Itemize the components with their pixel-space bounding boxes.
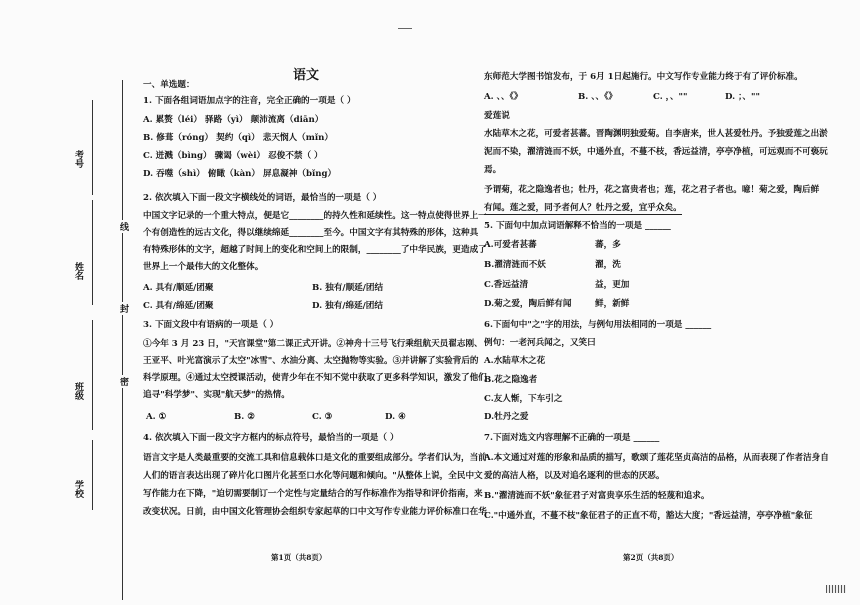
q3-text-3: 科学原理。④通过太空授课活动，使青少年在不知不觉中获取了更多科学知识，激发了他们 (143, 373, 487, 383)
q3-option-c: C. ③ (312, 412, 333, 422)
q3-stem: 3. 下面文段中有语病的一项是（ ） (143, 320, 279, 330)
page1-footer: 第1页（共8页） (271, 553, 327, 562)
q5-option-c-gloss: 益，更加 (595, 280, 630, 290)
q5-option-a: A.可爱者甚蕃 (484, 240, 537, 250)
q2-stem: 2. 依次填入下面一段文字横线处的词语，最恰当的一项是（ ） (143, 193, 382, 203)
q6-option-d: D.牡丹之爱 (484, 412, 529, 422)
q7-option-c: C."中通外直，不蔓不枝"象征君子的正直不苟，豁达大度；"香远益清，亭亭净植"象征 (484, 511, 813, 521)
q2-text-4: 世界上一个最伟大的文化整体。 (143, 262, 264, 272)
q6-stem: 6.下面句中"之"字的用法，与例句用法相同的一项是 ______ (484, 320, 712, 330)
scanner-mark-icon (826, 585, 846, 593)
page-title: 语文 (293, 68, 320, 83)
school-line (92, 440, 93, 510)
q2-option-d: D. 独有/绵延/团结 (312, 301, 383, 311)
q3-text-4: 追寻"科学梦"、实现"航天梦"的热情。 (143, 390, 290, 400)
q6-example: 例句：一老河兵闻之，又笑曰 (484, 338, 596, 348)
page2-footer: 第2页（共8页） (623, 553, 679, 562)
school-label: 学校 (73, 480, 83, 498)
essay-line-3: 焉。 (484, 165, 502, 175)
q1-option-c: C. 迸溅（bìng） 骤谒（wèi） 忍俊不禁（ ） (143, 151, 323, 161)
q6-option-b: B.花之隐逸者 (484, 375, 538, 385)
q2-text-3: 有特殊形体的文字，超越了时间上的变化和空间上的限制，________了中华民族，更造成了 (143, 245, 487, 255)
q6-option-a: A.水陆草木之花 (484, 356, 546, 366)
q3-text-1: ①今年 3 月 23 日，"天宫课堂"第二课正式开讲。②神舟十三号飞行乘组航天员翟志刚、 (143, 339, 483, 349)
seal-char-feng: 封 (118, 304, 128, 313)
exam-no-line (92, 100, 93, 195)
q3-option-d: D. ④ (385, 412, 406, 422)
name-line (92, 200, 93, 305)
q5-option-d-gloss: 鲜，新鲜 (595, 299, 630, 309)
q2-text-1: 中国文字记录的一个重大特点，便是它________的持久性和延续性。这一特点使得世界上一 (143, 211, 487, 221)
q4-option-b: B. 、、《》 (578, 92, 618, 102)
q4-text-2: 人们的语言表达出现了碎片化口图片化甚至口水化等问题和倾向。"从整体上说，全民中文 (143, 471, 483, 481)
seal-char-mi: 密 (118, 377, 128, 386)
q5-option-b: B.濯清涟而不妖 (484, 260, 546, 270)
q4-stem: 4. 依次填入下面一段文字方框内的标点符号，最恰当的一项是（ ） (143, 433, 399, 443)
class-label: 班级 (73, 382, 83, 400)
q2-text-2: 个有创造性的远古文化，得以继续绵延________至今。中国文字有其特殊的形体，这种具 (143, 228, 479, 238)
q1-option-a: A. 累赘（léi） 驿路（yì） 颠沛流离（diān） (143, 115, 324, 125)
q3-text-2: 王亚平、叶光富演示了太空"冰雪"、水油分离、太空抛物等实验。③并讲解了实验背后的 (143, 356, 479, 366)
q4-text-1: 语言文字是人类最重要的交流工具和信息载体口是文化的重要组成部分。学者们认为，当前 (143, 453, 487, 463)
essay-line-5: 有闻。莲之爱，同予者何人？牡丹之爱，宜乎众矣。 (484, 203, 682, 213)
q4-text-3: 写作能力在下降，"迫切需要制订一个定性与定量结合的写作标准作为指导和评价指南，来 (143, 489, 483, 499)
q4-continued: 东师范大学图书馆发布，于 6月 1日起施行。中文写作专业能力终于有了评价标准。 (484, 72, 803, 82)
q4-option-d: D. ；、"" (725, 92, 760, 102)
q1-option-d: D. 吞噬（shì） 俯瞰（kàn） 屏息凝神（bǐng） (143, 169, 337, 179)
q7-option-a-1: A.本文通过对莲的形象和品质的描写，歌颂了莲花坚贞高洁的品格，从而表现了作者洁身自 (484, 453, 829, 463)
q7-option-a-2: 爱的高洁人格，以及对追名逐利的世态的厌恶。 (484, 471, 665, 481)
q5-stem: 5. 下面句中加点词语解释不恰当的一项是 ______ (484, 221, 671, 231)
q4-option-a: A. 、、《》 (484, 92, 523, 102)
exam-no-label: 考号 (73, 150, 83, 168)
q4-text-4: 改变状况。日前，由中国文化管理协会组织专家起草的口中文写作专业能力评价标准口在华 (143, 507, 487, 517)
q2-option-b: B. 独有/顺延/团结 (312, 283, 384, 293)
q7-stem: 7.下面对选文内容理解不正确的一项是 ______ (484, 433, 660, 443)
q4-option-c: C. ，、"" (653, 92, 688, 102)
class-line (92, 320, 93, 430)
seal-char-xian: 线 (118, 222, 128, 231)
q5-option-d: D.菊之爱，陶后鲜有闻 (484, 299, 572, 309)
q1-stem: 1. 下面各组词语加点字的注音，完全正确的一项是（ ） (143, 96, 356, 106)
q3-option-b: B. ② (234, 412, 255, 422)
top-mark (398, 28, 412, 29)
q7-option-b: B."濯清涟而不妖"象征君子对富贵享乐生活的轻蔑和追求。 (484, 491, 710, 501)
section-heading: 一、单选题： (143, 80, 195, 90)
q5-option-a-gloss: 蕃，多 (595, 240, 621, 250)
essay-line-4: 予谓菊，花之隐逸者也；牡丹，花之富贵者也；莲，花之君子者也。噫！菊之爱，陶后鲜 (484, 185, 820, 195)
essay-line-2: 泥而不染，濯清涟而不妖，中通外直，不蔓不枝，香远益清，亭亭净植，可远观而不可亵玩 (484, 147, 828, 157)
q5-option-b-gloss: 濯，洗 (595, 260, 621, 270)
seal-line (122, 80, 123, 600)
q3-option-a: A. ① (146, 412, 167, 422)
essay-title: 爱莲说 (484, 111, 510, 121)
q2-option-a: A. 具有/顺延/团聚 (143, 283, 214, 293)
q5-option-c: C.香远益清 (484, 280, 529, 290)
name-label: 姓名 (73, 262, 83, 280)
q2-option-c: C. 具有/绵延/团聚 (143, 301, 214, 311)
essay-line-1: 水陆草木之花，可爱者甚蕃。晋陶渊明独爱菊。自李唐来，世人甚爱牡丹。予独爱莲之出淤 (484, 129, 828, 139)
q6-option-c: C.友人惭，下车引之 (484, 394, 563, 404)
q1-option-b: B. 修葺（róng） 契约（qì） 悲天悯人（mǐn） (143, 133, 333, 143)
